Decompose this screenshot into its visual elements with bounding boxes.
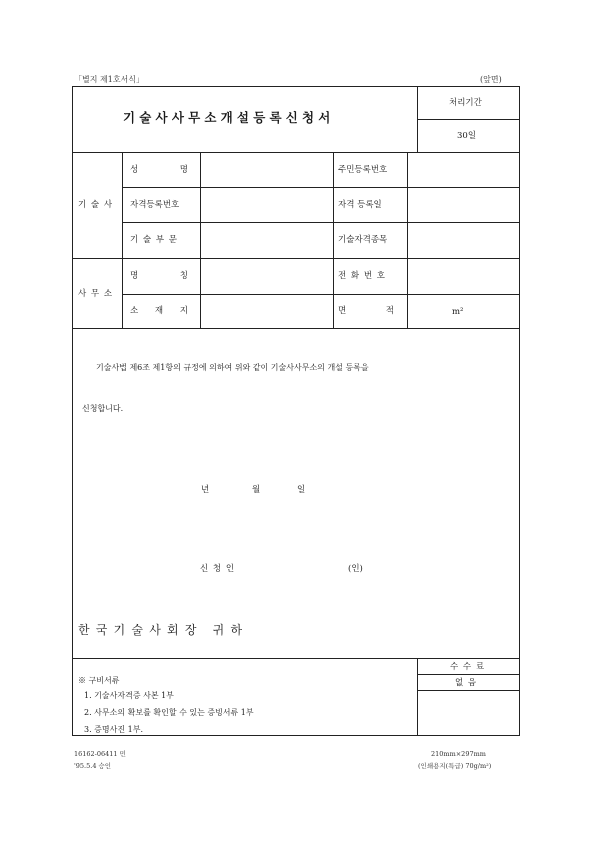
- statement-line-1: 기술사법 제6조 제1항의 규정에 의하여 위와 같이 기술사사무소의 개설 등록을: [96, 363, 369, 372]
- technical-field-label: 기 술 부 문: [130, 235, 178, 245]
- date-year-label: 년: [201, 485, 210, 495]
- fee-value: 없 음: [455, 678, 478, 688]
- divider: [122, 294, 520, 295]
- footer-paper-size: 210mm×297mm: [431, 750, 486, 758]
- divider: [72, 658, 520, 659]
- date-day-label: 일: [297, 485, 306, 495]
- engineer-section-label: 기 술 사: [78, 200, 114, 210]
- divider: [417, 86, 418, 152]
- resident-number-label: 주민등록번호: [338, 165, 388, 175]
- seal-mark: (인): [348, 564, 363, 574]
- date-month-label: 월: [252, 485, 261, 495]
- address-label: 소 재 지: [130, 306, 188, 316]
- phone-label: 전 화 번 호: [338, 271, 386, 281]
- divider: [417, 674, 520, 675]
- required-document-item: 2. 사무소의 확보를 확인할 수 있는 증빙서류 1부: [84, 708, 254, 717]
- applicant-label: 신 청 인: [200, 564, 236, 574]
- divider: [122, 222, 520, 223]
- application-form: [72, 86, 520, 736]
- statement-line-2: 신청합니다.: [82, 404, 124, 413]
- office-name-label: 명 칭: [130, 271, 188, 281]
- divider: [333, 152, 334, 328]
- processing-period-label: 처리기간: [449, 98, 482, 108]
- page-side-label: (앞면): [480, 75, 502, 84]
- divider: [417, 119, 520, 120]
- divider: [200, 152, 201, 328]
- form-title: 기술사사무소개설등록신청서: [123, 110, 335, 125]
- fee-label: 수 수 료: [450, 662, 486, 672]
- divider: [417, 658, 418, 736]
- office-section-label: 사 무 소: [78, 289, 114, 299]
- divider: [407, 152, 408, 328]
- license-date-label: 자격 등록일: [338, 200, 382, 210]
- recipient: 한 국 기 술 사 회 장 귀 하: [78, 623, 244, 637]
- name-label: 성 명: [130, 165, 188, 175]
- required-document-item: 1. 기술사자격증 사본 1부: [84, 691, 174, 700]
- divider: [72, 258, 520, 259]
- processing-period-value: 30일: [457, 131, 477, 141]
- footer-approval-date: '95.5.4 승인: [74, 762, 112, 770]
- required-document-item: 3. 증명사진 1부.: [84, 725, 143, 734]
- divider: [72, 328, 520, 329]
- divider: [417, 690, 520, 691]
- area-unit: m²: [452, 307, 464, 317]
- divider: [72, 152, 520, 153]
- area-label: 면 적: [338, 306, 394, 316]
- license-category-label: 기술자격종목: [338, 235, 388, 245]
- form-number: 「별지 제1호서식」: [74, 75, 145, 84]
- required-documents-title: ※ 구비서류: [78, 676, 120, 685]
- divider: [122, 187, 520, 188]
- license-number-label: 자격등록번호: [130, 200, 180, 210]
- footer-paper-spec: (인쇄용지(특급) 70g/m²): [418, 762, 492, 770]
- footer-form-code: 16162-06411 민: [74, 750, 126, 758]
- divider: [122, 152, 123, 328]
